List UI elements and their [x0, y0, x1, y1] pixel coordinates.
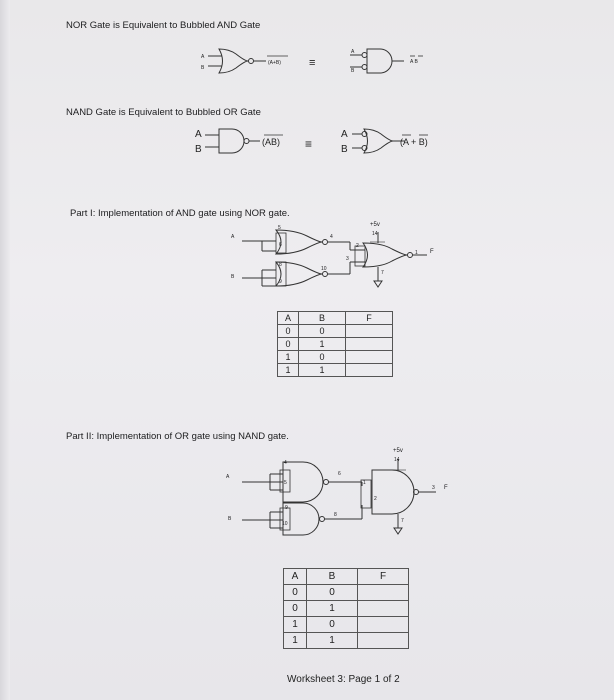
table-cell: 0 [278, 325, 299, 338]
table-cell [358, 617, 409, 633]
nand-heading: NAND Gate is Equivalent to Bubbled OR Gate [66, 107, 261, 118]
part2-heading: Part II: Implementation of OR gate using NAND gate. [66, 431, 289, 442]
nor-in-a: A [201, 54, 205, 60]
table-cell: 1 [307, 601, 358, 617]
table-cell: 0 [307, 585, 358, 601]
pin-label: 2 [356, 243, 359, 249]
pin-label: 4 [330, 234, 333, 240]
table-cell: 0 [284, 585, 307, 601]
table-cell [358, 633, 409, 649]
table-cell: 1 [284, 633, 307, 649]
part2-truth-table [283, 568, 409, 649]
table-cell: 0 [284, 601, 307, 617]
pin-label: 14 [394, 457, 400, 463]
table-header: B [307, 569, 358, 585]
table-row [284, 601, 409, 617]
part2-in-a: A [226, 474, 230, 480]
table-cell: 1 [278, 364, 299, 377]
table-cell: 1 [307, 633, 358, 649]
table-cell: 1 [299, 338, 346, 351]
nand-equiv: ≡ [305, 137, 313, 151]
pin-label: 5 [278, 225, 281, 231]
nor-in-b: B [201, 65, 205, 71]
nand-r-in-a: A [341, 129, 348, 140]
pin-label: 3 [346, 256, 349, 262]
pin-label: 3 [432, 485, 435, 491]
nand-in-a: A [195, 129, 202, 140]
nor-equiv: ≡ [309, 57, 316, 69]
pin-label: 1 [363, 480, 366, 486]
pin-label: 7 [381, 270, 384, 276]
nand-r-in-b: B [341, 144, 348, 155]
table-cell: 0 [278, 338, 299, 351]
table-header-row [284, 569, 409, 585]
table-header: A [278, 312, 299, 325]
nand-in-b: B [195, 144, 202, 155]
nor-r-in-b: B [351, 68, 355, 74]
page-footer: Worksheet 3: Page 1 of 2 [287, 674, 400, 685]
pin-label: 6 [279, 242, 282, 248]
nand-gate-3 [372, 470, 414, 514]
table-cell: 1 [284, 617, 307, 633]
table-header: F [346, 312, 393, 325]
pin-label: 2 [374, 496, 377, 502]
nand-gate-1 [283, 462, 323, 502]
table-cell: 0 [307, 617, 358, 633]
pin-label: 6 [338, 471, 341, 477]
part1-in-a: A [231, 234, 235, 240]
part2-out: F [444, 485, 448, 491]
table-cell: 1 [299, 364, 346, 377]
nor-r-in-a: A [351, 49, 355, 55]
part2-vcc: +5v [393, 448, 403, 454]
pin-label: 1 [415, 250, 418, 256]
part1-out: F [430, 249, 434, 255]
table-header: F [358, 569, 409, 585]
pin-label: 10 [282, 521, 288, 527]
part1-in-b: B [231, 274, 235, 280]
nor-heading: NOR Gate is Equivalent to Bubbled AND Gate [66, 20, 261, 31]
table-cell [358, 585, 409, 601]
pin-label: 10 [321, 266, 327, 272]
pin-label: 14 [372, 231, 378, 237]
pin-label: 4 [284, 460, 287, 466]
nor-out: (A+B) [268, 60, 281, 66]
pin-label: 9 [285, 505, 288, 511]
pin-label: 7 [401, 518, 404, 524]
table-row [284, 617, 409, 633]
nand-r-out: (A + B) [400, 137, 428, 147]
pin-label: 5 [284, 480, 287, 486]
table-header: B [299, 312, 346, 325]
part1-heading: Part I: Implementation of AND gate using NOR gate. [70, 208, 290, 219]
pin-label: 9 [279, 279, 282, 285]
table-cell: 1 [278, 351, 299, 364]
part1-vcc: +5v [370, 222, 380, 228]
pin-label: 8 [334, 512, 337, 518]
table-cell: 0 [299, 325, 346, 338]
part2-in-b: B [228, 516, 232, 522]
table-row [284, 585, 409, 601]
table-cell [358, 601, 409, 617]
pin-label: 8 [279, 262, 282, 268]
nand-out: (AB) [262, 137, 280, 147]
table-row [284, 633, 409, 649]
table-header: A [284, 569, 307, 585]
table-cell: 0 [299, 351, 346, 364]
nor-r-out: A B [410, 59, 418, 65]
